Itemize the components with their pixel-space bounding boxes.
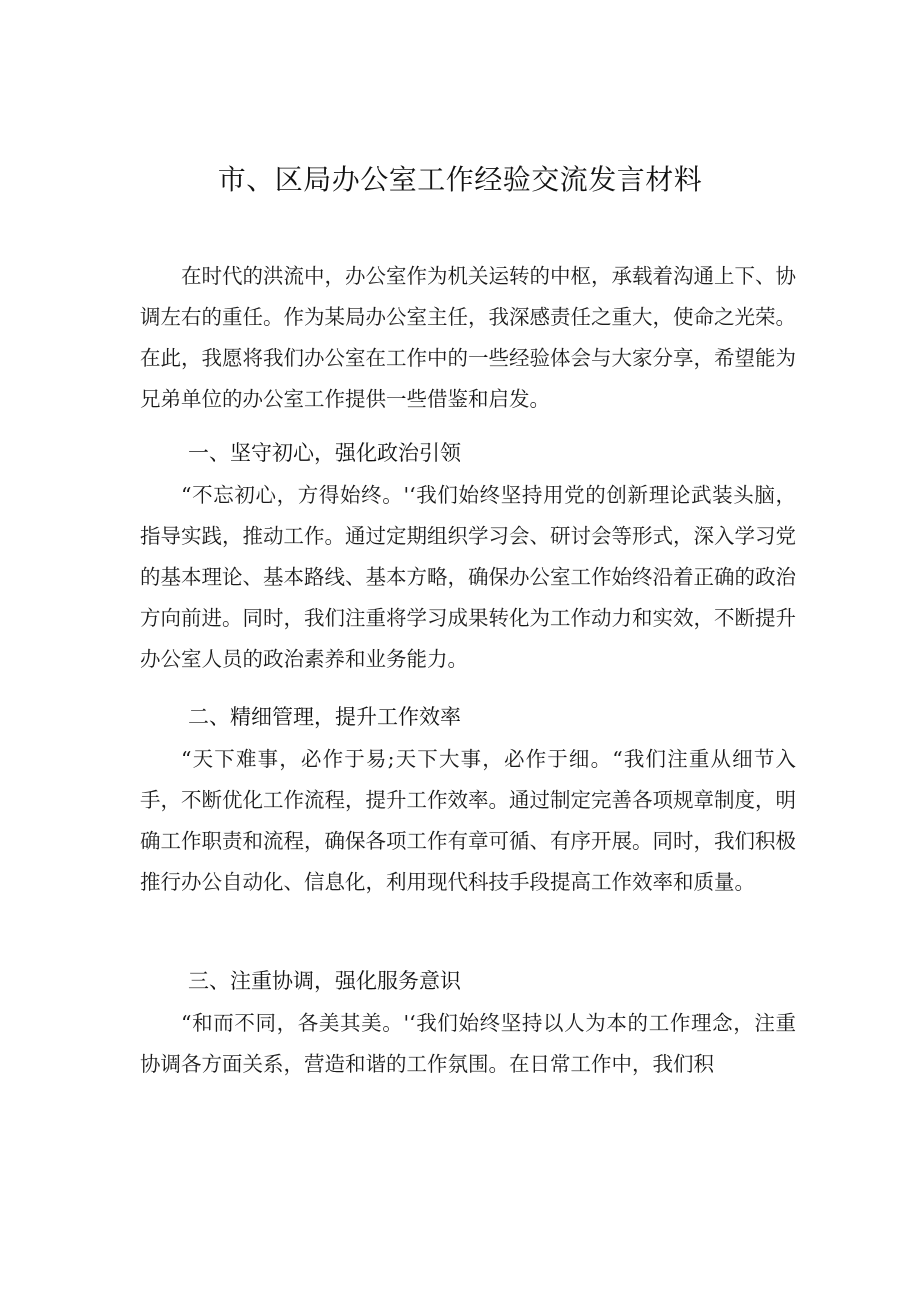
document-title: 市、区局办公室工作经验交流发言材料 [217,163,703,196]
section-heading-1: 一、坚守初心，强化政治引领 [188,441,461,465]
intro-paragraph: 在时代的洪流中，办公室作为机关运转的中枢，承载着沟通上下、协调左右的重任。作为某局办公室主任，我深感责任之重大，使命之光荣。在此，我愿将我们办公室在工作中的一些经验体会与大家分享，希望能为兄弟单位的办公室工作提供一些借鉴和启发。 [140,264,796,411]
section-heading-2: 二、精细管理，提升工作效率 [188,705,461,729]
section-paragraph-1: “不忘初心，方得始终。'‘我们始终坚持用党的创新理论武装头脑，指导实践，推动工作。通过定期组织学习会、研讨会等形式，深入学习党的基本理论、基本路线、基本方略，确保办公室工作始终沿着正确的政治方向前进。同时，我们注重将学习成果转化为工作动力和实效，不断提升办公室人员的政治素养和业务能力。 [140,483,796,671]
section-heading-3: 三、注重协调，强化服务意识 [188,969,461,993]
section-paragraph-2: “天下难事，必作于易;天下大事，必作于细。“我们注重从细节入手，不断优化工作流程，提升工作效率。通过制定完善各项规章制度，明确工作职责和流程，确保各项工作有章可循、有序开展。同时，我们积极推行办公自动化、信息化，利用现代科技手段提高工作效率和质量。 [140,747,796,894]
section-paragraph-3: “和而不同，各美其美。'‘我们始终坚持以人为本的工作理念，注重协调各方面关系，营造和谐的工作氛围。在日常工作中，我们积 [140,1011,796,1076]
